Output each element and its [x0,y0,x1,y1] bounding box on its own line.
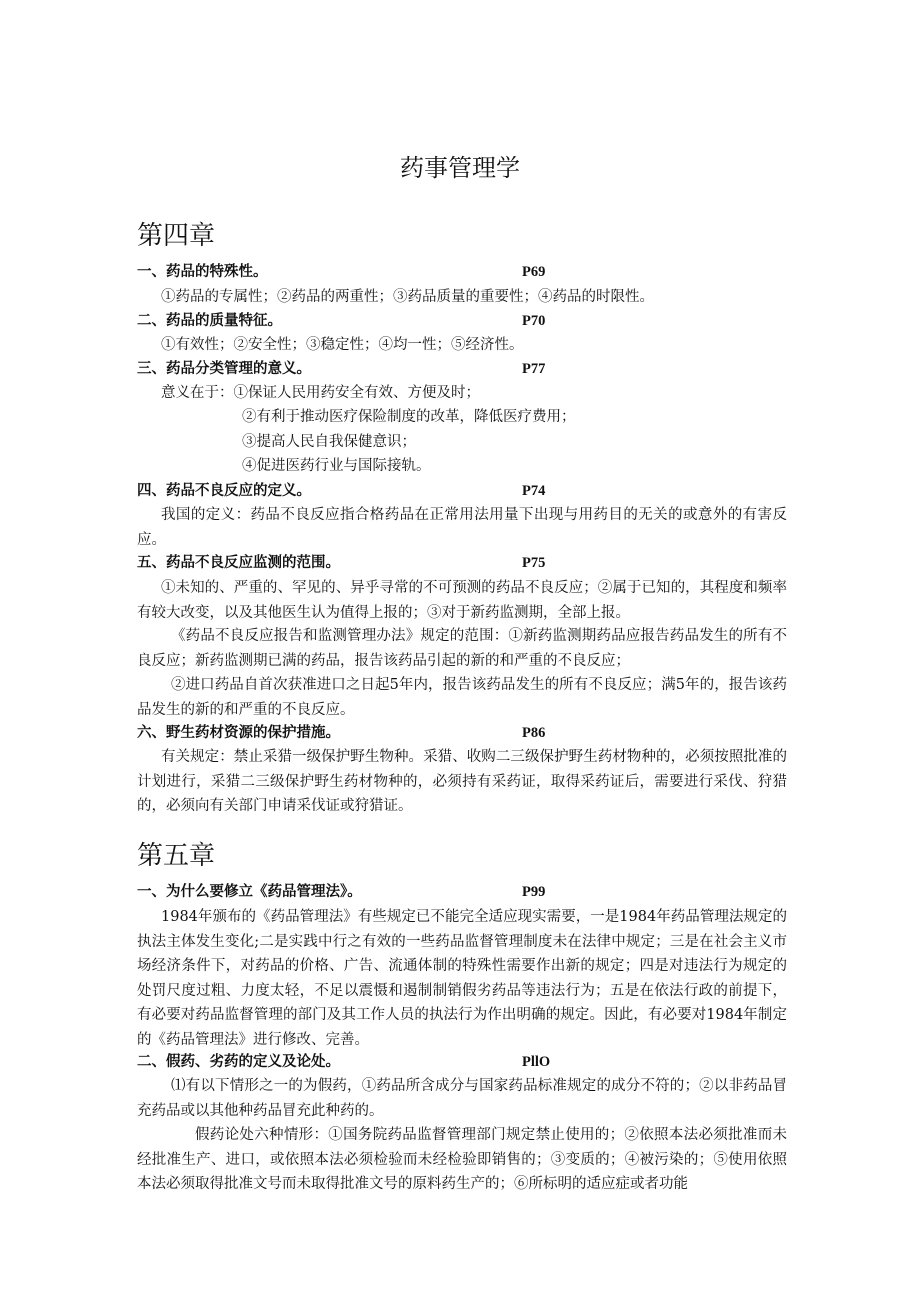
section-body: 1984年颁布的《药品管理法》有些规定已不能完全适应现实需要，一是1984年药品管理法规定的执法主体发生变化;二是实践中行之有效的一些药品监督管理制度未在法律中规定；三是在社会主义市场经济条件下，对药品的价格、广告、流通体制的特殊性需要作出新的规定；四是对违法行为规定的处罚尺度过粗、力度太轻，不足以震慑和遏制制销假劣药品等违法行为；五是在依法行政的前提下，有必要对药品监督管理的部门及其工作人员的执法行为作出明确的规定。因此，有必要对1984年制定的《药品管理法》进行修改、完善。 [137,909,787,1048]
chapter-heading-4: 第四章 [137,221,216,251]
section-body: ②进口药品自首次获准进口之日起5年内，报告该药品发生的所有不良反应；满5年的，报告该药品发生的新的和严重的不良反应。 [137,677,787,718]
section-body: 假药论处六种情形：①国务院药品监督管理部门规定禁止使用的；②依照本法必须批准而未经批准生产、进口，或依照本法必须检验而未经检验即销售的；③变质的；④被污染的；⑤使用依照本法必须取得批准文号而未取得批准文号的原料药生产的；⑥所标明的适应症或者功能 [137,1127,787,1192]
page-reference: P69 [522,264,546,280]
section-heading: 一、为什么要修立《药品管理法》。 [137,884,362,900]
section-heading: 五、药品不良反应监测的范围。 [137,555,340,571]
section-body: 《药品不良反应报告和监测管理办法》规定的范围：①新药监测期药品应报告药品发生的所有不良反应；新药监测期已满的药品，报告该药品引起的新的和严重的不良反应； [137,628,787,669]
section-heading: 一、药品的特殊性。 [137,264,268,280]
page-reference: P77 [522,361,546,377]
section-heading: 六、野生药材资源的保护措施。 [137,725,340,741]
list-line: ②有利于推动医疗保险制度的改革，降低医疗费用； [242,409,576,425]
page-reference: PllO [522,1054,551,1070]
page-reference: P86 [522,725,546,741]
section-body: ①未知的、严重的、罕见的、异乎寻常的不可预测的药品不良反应；②属于已知的，其程度和频率有较大改变，以及其他医生认为值得上报的；③对于新药监测期，全部上报。 [137,580,787,621]
document-title: 药事管理学 [400,154,520,182]
section-heading: 四、药品不良反应的定义。 [137,483,311,499]
section-body: 我国的定义：药品不良反应指合格药品在正常用法用量下出现与用药目的无关的或意外的有害反应。 [137,507,787,548]
section-heading: 二、假药、劣药的定义及论处。 [137,1054,340,1070]
section-body: ①有效性；②安全性；③稳定性；④均一性；⑤经济性。 [161,337,524,353]
list-line: ④促进医药行业与国际接轨。 [242,458,431,474]
section-body: 有关规定：禁止采猎一级保护野生物种。采猎、收购二三级保护野生药材物种的，必须按照批准的计划进行，采猎二三级保护野生药材物种的，必须持有采药证，取得采药证后，需要进行采伐、狩猎的，必须向有关部门申请采伐证或狩猎证。 [137,749,787,814]
page-reference: P74 [522,483,546,499]
chapter-heading-5: 第五章 [137,841,216,871]
list-line: 意义在于：①保证人民用药安全有效、方便及时； [161,385,480,401]
page-reference: P99 [522,884,546,900]
section-heading: 二、药品的质量特征。 [137,313,282,329]
page-reference: P70 [522,313,546,329]
list-line: ③提高人民自我保健意识； [242,434,416,450]
section-body: ①药品的专属性；②药品的两重性；③药品质量的重要性；④药品的时限性。 [161,289,654,305]
section-heading: 三、药品分类管理的意义。 [137,361,311,377]
page-reference: P75 [522,555,546,571]
section-body: ⑴有以下情形之一的为假药，①药品所含成分与国家药品标准规定的成分不符的；②以非药品冒充药品或以其他种药品冒充此种药的。 [137,1078,787,1119]
